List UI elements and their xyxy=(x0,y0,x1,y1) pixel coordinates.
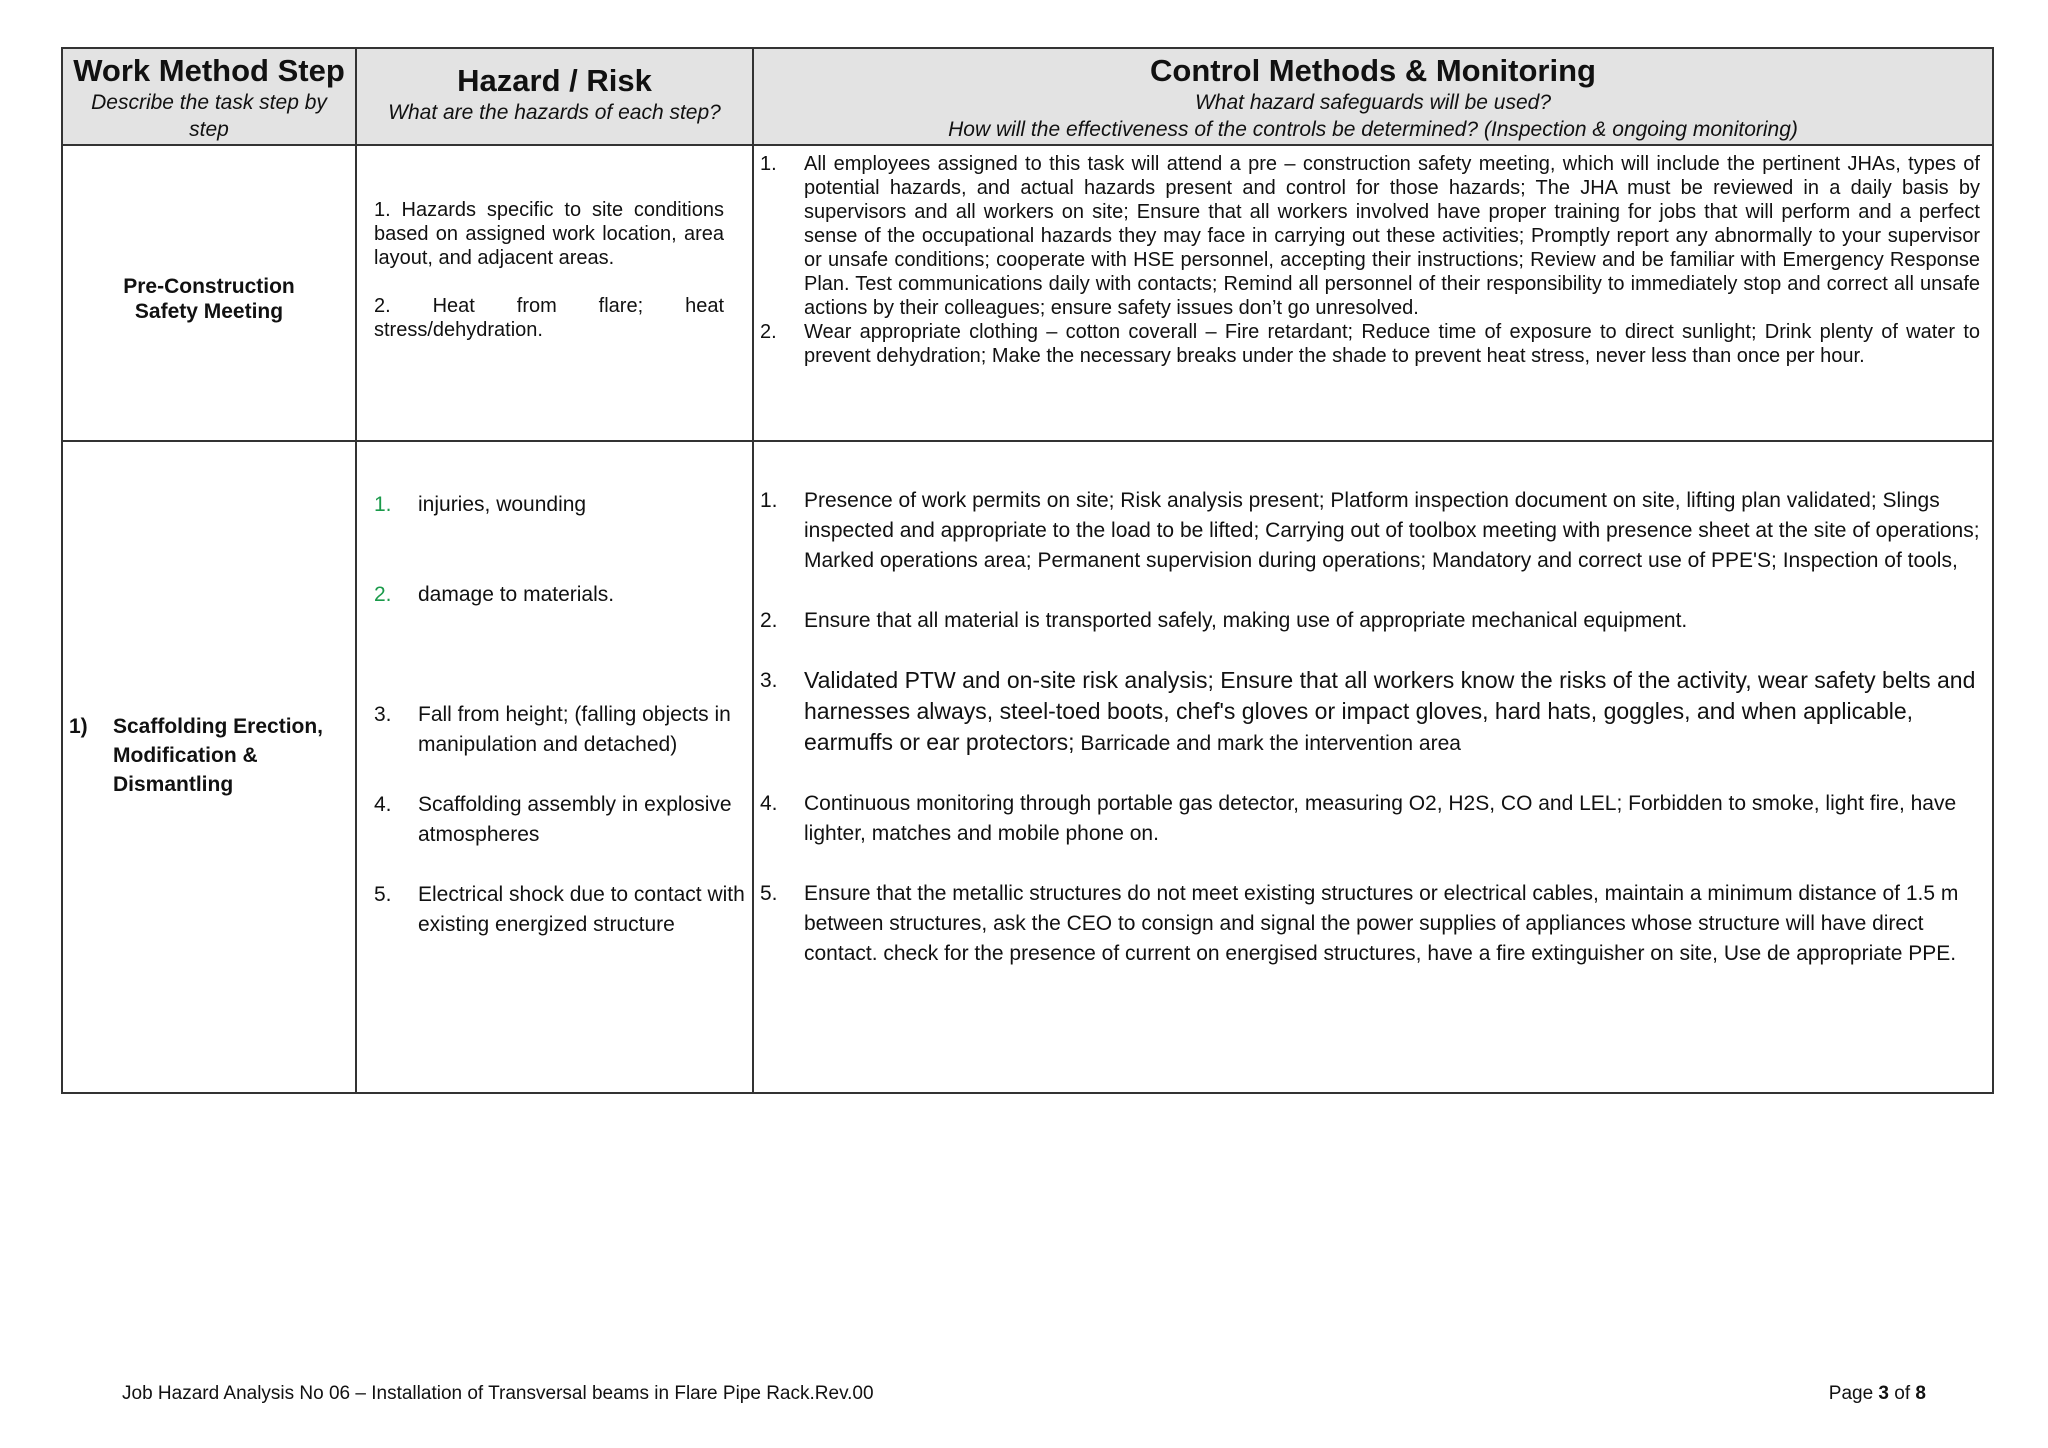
step-label: Pre-Construction Safety Meeting xyxy=(123,275,295,323)
header-row xyxy=(62,48,1993,145)
col2-subtitle: What are the hazards of each step? xyxy=(388,101,721,124)
col3-title: Control Methods & Monitoring xyxy=(1150,53,1596,88)
col1-title: Work Method Step xyxy=(73,53,345,88)
col2-title: Hazard / Risk xyxy=(457,63,652,98)
hazard-item: 1. injuries, wounding xyxy=(374,493,587,516)
col3-subtitle-2: How will the effectiveness of the controls be determined? (Inspection & ongoing monitoring) xyxy=(948,118,1798,141)
control-cell xyxy=(753,441,1993,1093)
hazard-cell xyxy=(356,145,753,441)
hazard-item: 5. Electrical shock due to contact with existing energized structure xyxy=(374,883,745,936)
col3-subtitle-1: What hazard safeguards will be used? xyxy=(1194,91,1552,114)
footer-page-number: Page 3 of 8 xyxy=(1828,1383,1926,1404)
jha-table xyxy=(61,47,1994,1094)
control-item: 1. All employees assigned to this task will attend a pre – construction safety meeting, which will include the pertinent JHAs, types of potential hazards, and actual hazards present and control for those hazards; The JHA must be reviewed in a daily basis by supervisors and all workers on site; Ensure that all workers involved have proper training for jobs that will perform and a perfect sense of the occupational hazards they may face in carrying out these activities; Promptly report any abnormally to your supervisor or unsafe conditions; cooperate with HSE personnel, accepting their instructions; Review and be familiar with Emergency Response Plan. Test communications daily with contacts; Remind all personnel of their responsibility to immediately stop and correct all unsafe actions by their colleagues; ensure safety issues don’t go unresolved. xyxy=(760,153,1980,319)
hazard-item: 2. Heat from flare; heat stress/dehydration. xyxy=(374,295,724,341)
table-row xyxy=(62,145,1993,441)
control-item: 5. Ensure that the metallic structures do not meet existing structures or electrical cables, maintain a minimum distance of 1.5 m between structures, ask the CEO to consign and signal the power supplies of appliances whose structure will have direct contact. check for the presence of current on energised structures, have a fire extinguisher on site, Use de appropriate PPE. xyxy=(760,882,1959,965)
control-item: 1. Presence of work permits on site; Risk analysis present; Platform inspection document on site, lifting plan validated; Slings inspected and appropriate to the load to be lifted; Carrying out of toolbox meeting with presence sheet at the site of operations; Marked operations area; Permanent supervision during operations; Mandatory and correct use of PPE'S; Inspection of tools, xyxy=(760,489,1980,572)
hazard-item: 2. damage to materials. xyxy=(374,583,615,606)
header-control-methods xyxy=(753,48,1993,145)
step-cell xyxy=(62,441,356,1093)
col1-subtitle: Describe the task step by step xyxy=(91,91,327,141)
hazard-item: 3. Fall from height; (falling objects in manipulation and detached) xyxy=(374,703,731,756)
control-item: 4. Continuous monitoring through portable gas detector, measuring O2, H2S, CO and LEL; Forbidden to smoke, light fire, have lighter, matches and mobile phone on. xyxy=(760,792,1957,845)
control-cell xyxy=(753,145,1993,441)
header-work-method-step xyxy=(62,48,356,145)
footer-document-title: Job Hazard Analysis No 06 – Installation of Transversal beams in Flare Pipe Rack.Rev.00 xyxy=(122,1383,874,1404)
step-number: 1) xyxy=(69,715,88,738)
control-item: 3. Validated PTW and on-site risk analysis; Ensure that all workers know the risks of the activity, wear safety belts and harnesses always, steel-toed boots, chef's gloves or impact gloves, hard hats, goggles, and when applicable, earmuffs or ear protectors; Barricade and mark the intervention area xyxy=(760,667,1976,755)
control-item: 2. Ensure that all material is transported safely, making use of appropriate mechanical equipment. xyxy=(760,609,1688,632)
control-item: 2. Wear appropriate clothing – cotton coverall – Fire retardant; Reduce time of exposure to direct sunlight; Drink plenty of water to prevent dehydration; Make the necessary breaks under the shade to prevent heat stress, never less than once per hour. xyxy=(760,321,1980,367)
hazard-cell xyxy=(356,441,753,1093)
table-row xyxy=(62,441,1993,1093)
header-hazard-risk xyxy=(356,48,753,145)
hazard-item: 4. Scaffolding assembly in explosive atmospheres xyxy=(374,793,732,846)
step-label: Scaffolding Erection, Modification & Dismantling xyxy=(113,715,324,796)
hazard-item: 1. Hazards specific to site conditions based on assigned work location, area layout, and adjacent areas. xyxy=(374,199,724,269)
step-cell xyxy=(62,145,356,441)
